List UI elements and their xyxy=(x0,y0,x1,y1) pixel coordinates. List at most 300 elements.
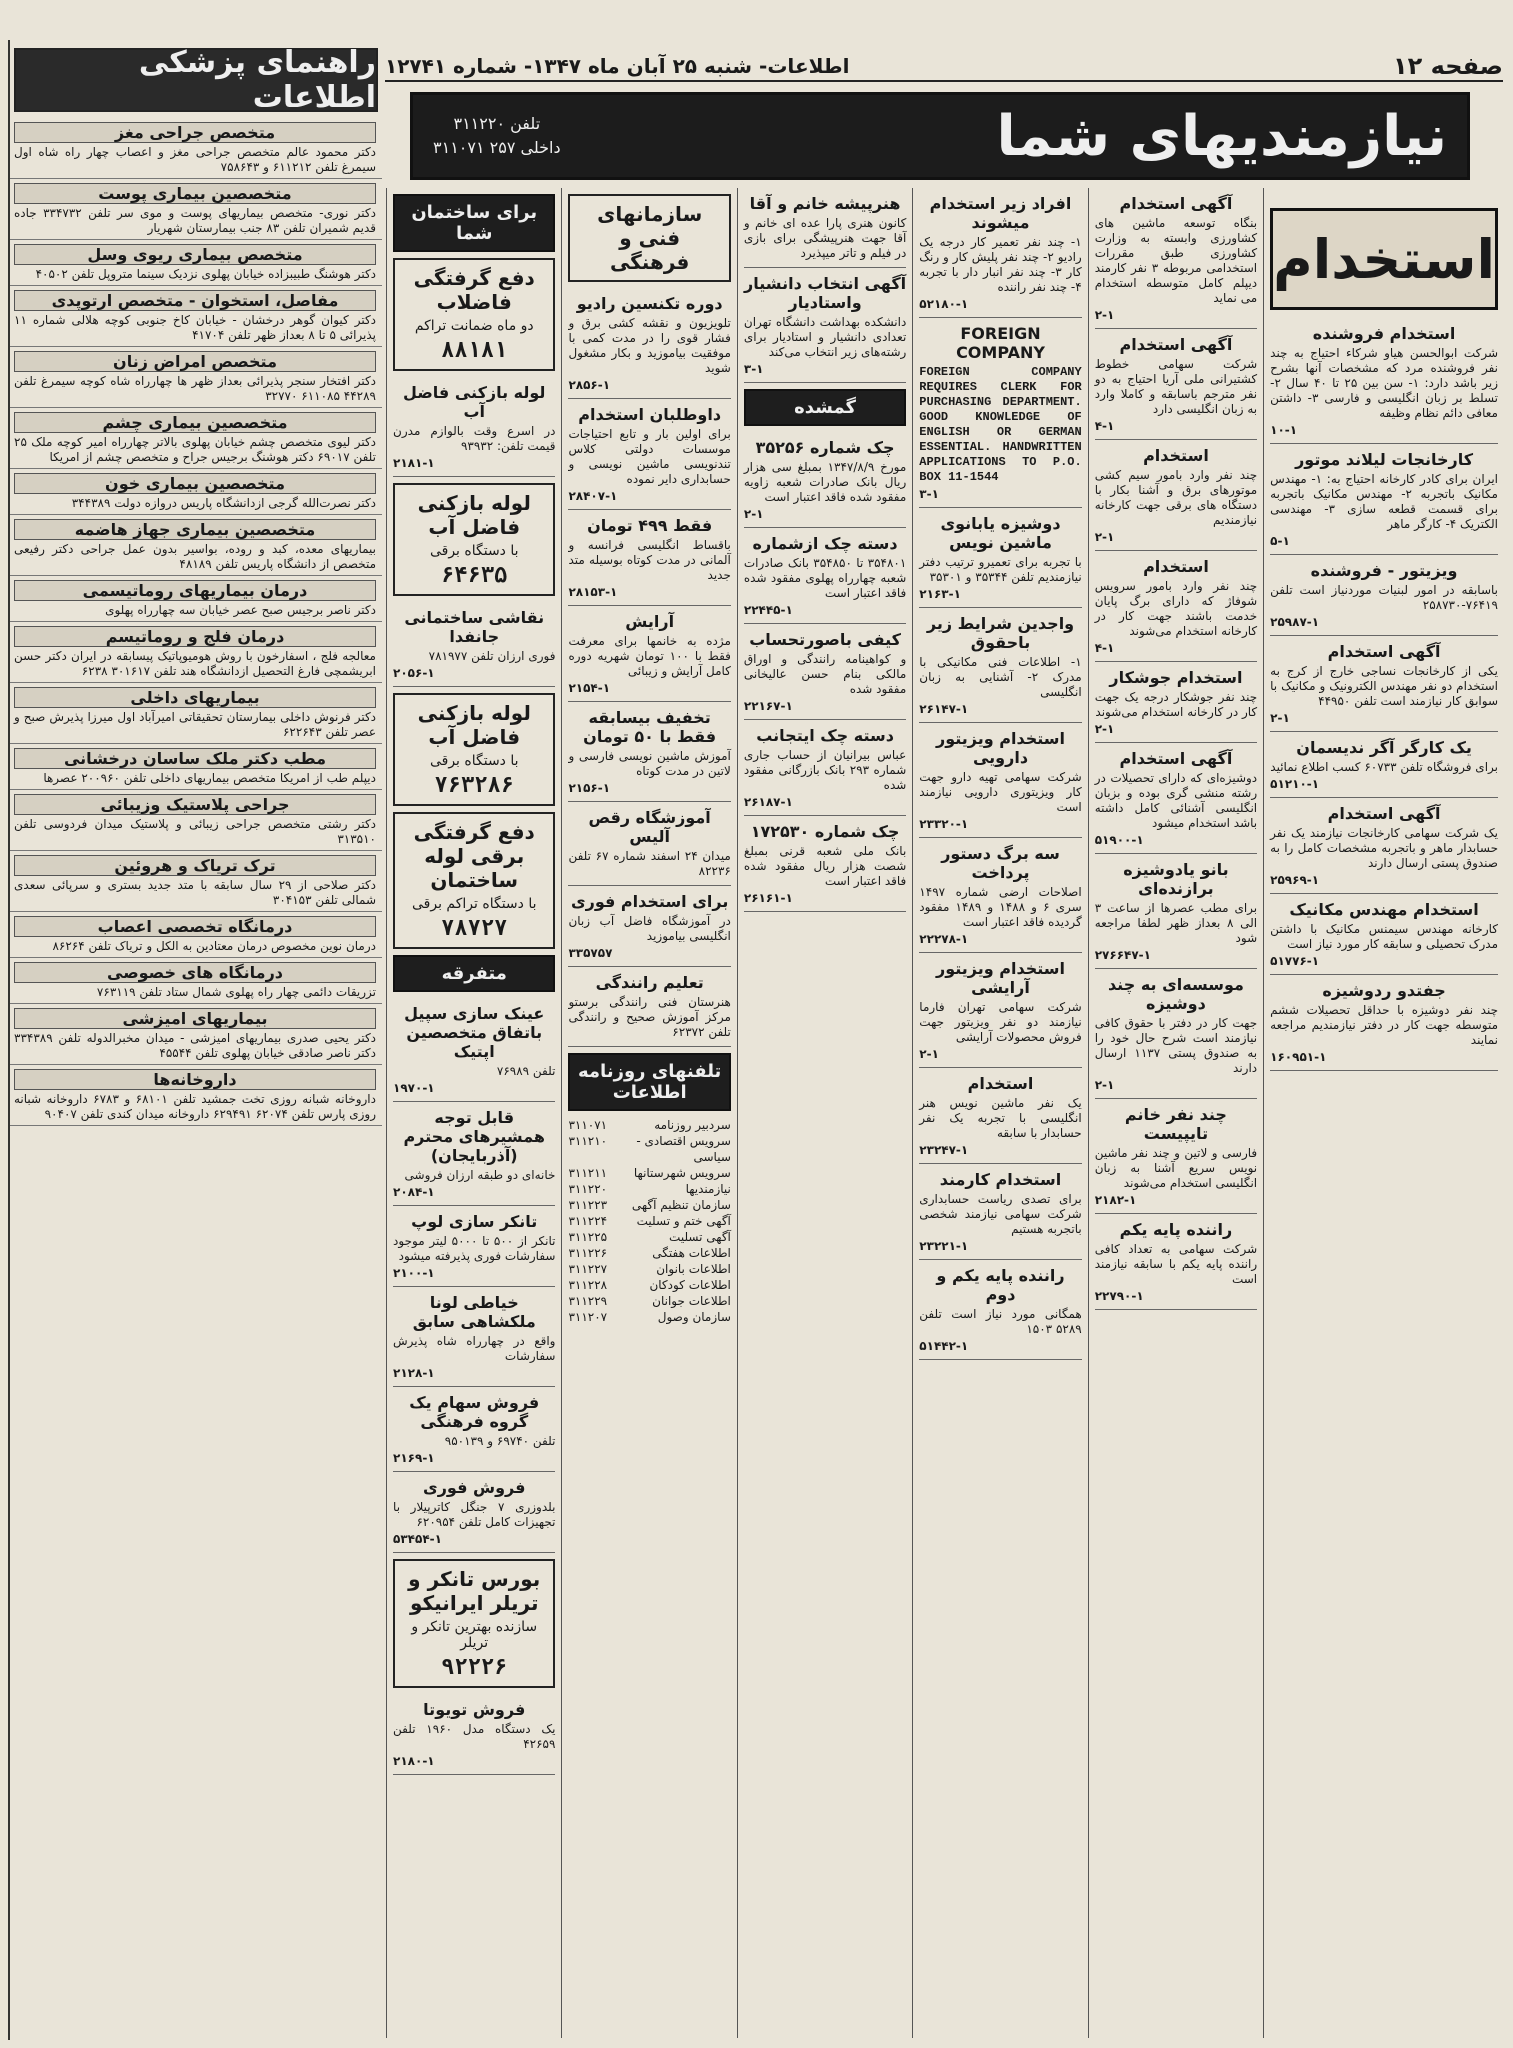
medical-listing-title: مفاصل، استخوان - متخصص ارتوپدی xyxy=(14,290,376,311)
column-2-ads xyxy=(1095,188,1257,1310)
classified-ad xyxy=(568,702,730,802)
classified-ad-text: یکی از کارخانجات نساجی خارج از کرج به استخدام دو نفر مهندس الکترونیک و مکانیک با سوابق کار نیازمند است تلفن ۴۴۹۵۰ xyxy=(1270,664,1498,708)
classified-ad-title: بانو یادوشیزه برازنده‌ای xyxy=(1123,860,1229,898)
medical-listing-text: دکتر صلاحی از ۲۹ سال سابقه با متد جدید بستری و سرپائی سعدی شمالی تلفن ۳۰۴۱۵۳ xyxy=(14,878,376,907)
classified-ad xyxy=(393,1287,555,1387)
classified-ad-code: ۱۶۰۹۵۱-۱ xyxy=(1270,1050,1327,1064)
column-6-ads xyxy=(393,194,555,1775)
classified-ad-title: استخدام کارمند xyxy=(939,1170,1062,1189)
classified-ad-text: برای تصدی ریاست حسابداری شرکت سهامی نیازمند شخصی باتجربه هستیم xyxy=(919,1192,1082,1236)
medical-listing-title: متخصص جراحی مغز xyxy=(14,122,376,143)
boxed-ad-text: با دستگاه تراکم برقی xyxy=(411,896,537,912)
classified-ad-title: آگهی استخدام xyxy=(1327,804,1441,823)
medical-listing-text: دکتر رشتی متخصص جراحی زیبائی و پلاستیک میدان فردوسی تلفن ۳۱۳۵۱۰ xyxy=(14,817,376,846)
classified-ad-text: و کواهینامه رانندگی و اوراق مالکی بنام حسن عالیخانی مفقود شده xyxy=(743,652,907,696)
medical-listing xyxy=(10,683,382,744)
classified-ad-code: ۲۱۶۹-۱ xyxy=(393,1451,435,1465)
classified-ad-code: ۲۶۱۶۱-۱ xyxy=(743,891,793,905)
classified-ad-code: ۲۸۵۶-۱ xyxy=(568,378,611,392)
classified-ad-text: مورخ ۱۳۴۷/۸/۹ بمبلغ سی هزار ریال بانک صادرات شعبه زاویه مفقود شده فاقد اعتبار است xyxy=(743,460,907,504)
medical-listing-title: متخصصین بیماری جهاز هاضمه xyxy=(14,519,376,540)
phone-directory-row xyxy=(568,1133,730,1165)
classified-ad-code: ۱۹۷۰-۱ xyxy=(393,1081,435,1095)
classified-ad-text: تلویزیون و نقشه کشی برق و فشار قوی را در مدت کمی با موفقیت بیاموزید و بکار مشغول شوید xyxy=(568,316,731,375)
classified-ad-text: واقع در چهارراه شاه پذیرش سفارشات xyxy=(393,1334,556,1363)
classified-ad xyxy=(1270,318,1498,444)
boxed-ad xyxy=(393,258,555,371)
boxed-ad xyxy=(393,1559,555,1688)
medical-guide-banner: راهنمای پزشکی اطلاعات xyxy=(14,48,378,112)
classified-ad xyxy=(919,188,1081,318)
classified-ad-title: فروش سهام یک گروه فرهنگی xyxy=(409,1393,540,1431)
section-banner: برای ساختمان شما xyxy=(393,194,555,252)
classified-ad-code: ۲۱۰۰-۱ xyxy=(393,1266,435,1280)
classified-ad-code: ۲۲۷۹۰-۱ xyxy=(1094,1289,1144,1303)
classified-ad-title: آگهی استخدام xyxy=(1327,642,1441,661)
classified-ad-text: شرکت ابوالحسن هیاو شرکاء احتیاج به چند نفر فروشنده مرد که مشخصات آنها بشرح زیر باشد دارد: ۱- سن بین ۲۵ تا ۴۰ سال ۲- تسلط بر زبان انگلیسی و فارسی ۳- داشتن معافی دائم نظام وظیفه xyxy=(1270,346,1499,420)
classified-ad-title: موسسه‌ای به چند دوشیزه xyxy=(1107,975,1244,1013)
classified-ad-code: ۴-۱ xyxy=(1094,419,1115,433)
classified-ad-code: ۲۱۵۶-۱ xyxy=(568,781,611,795)
phone-directory-row xyxy=(568,1165,730,1181)
classified-ad xyxy=(393,377,555,477)
column-3 xyxy=(912,188,1087,2038)
classified-ad-code: ۲۱۲۸-۱ xyxy=(393,1366,435,1380)
classified-ad-code: ۲-۱ xyxy=(919,1047,939,1061)
medical-listing-text: دکتر افتخار سنجر پذیرائی بعداز ظهر ها چهارراه شاه کوچه سیمرغ تلفن ۴۴۲۸۹ ۶۱۱۰۸۵ ۳۲۷۷۰ xyxy=(14,374,376,403)
section-banner: متفرقه xyxy=(393,955,555,992)
masthead-phone: تلفن ۳۱۱۲۲۰ xyxy=(453,114,541,133)
medical-listing-text: درمان نوین مخصوص درمان معتادین به الکل و تریاک تلفن ۸۶۲۶۴ xyxy=(52,939,376,953)
classified-ad xyxy=(1095,188,1257,329)
classified-ad-title: استخدام xyxy=(967,1074,1034,1093)
classified-ad-code: ۲-۱ xyxy=(1094,1078,1115,1092)
classified-ad-title: چک شماره ۳۵۲۵۶ xyxy=(755,438,895,457)
boxed-ad-phone: ۶۴۶۳۵ xyxy=(441,563,508,588)
medical-listing-title: مطب دکتر ملک ساسان درخشانی xyxy=(14,748,376,769)
phone-directory-number: ۳۱۱۲۲۳ xyxy=(568,1198,608,1212)
medical-listing-text: دکتر فرنوش داخلی بیمارستان تحقیقاتی امیرآباد اول میرزا پذیرش صبح و عصر تلفن ۶۲۲۶۴۳ xyxy=(14,710,376,739)
medical-listing-title: بیماریهای داخلی xyxy=(14,687,376,708)
classified-ad xyxy=(1095,854,1257,969)
classified-ad-title: دسته چک ازشماره xyxy=(752,534,898,553)
medical-listing-text: دکتر ناصر برجیس صبح عصر خیابان سه چهارراه پهلوی xyxy=(105,603,376,617)
medical-listing-text: دکتر لیوی متخصص چشم خیابان پهلوی بالاتر چهارراه امیر کوچه ملک ۲۵ تلفن ۶۹۰۱۷ دکتر هوشنگ برجیس جراح و متخصص چشم از امریکا xyxy=(14,435,376,464)
classified-ad-title: برای استخدام فوری xyxy=(570,892,729,911)
employment-headline: استخدام xyxy=(1270,208,1498,310)
classified-ad-text: فارسی و لاتین و چند نفر ماشین نویس سریع آشنا به زبان انگلیسی استخدام می‌شوند xyxy=(1094,1146,1258,1190)
classified-ad-code: ۵۱۲۱۰-۱ xyxy=(1270,777,1320,791)
boxed-ad-text: سازنده بهترین تانکر و تریلر xyxy=(411,1619,538,1651)
medical-listing xyxy=(10,958,382,1004)
classified-ad-code: ۲۰۵۶-۱ xyxy=(393,666,435,680)
classified-ad xyxy=(1270,732,1498,798)
medical-listing-title: ترک تریاک و هروئین xyxy=(14,855,376,876)
phone-directory-number: ۳۱۱۲۲۸ xyxy=(568,1278,608,1292)
classified-ad-text: چند نفر وارد بامور سرویس شوفاژ که دارای برگ پایان خدمت باشند جهت کار در کارخانه استخدام می‌شوند xyxy=(1094,579,1258,638)
boxed-ad-phone: ۷۸۷۲۷ xyxy=(441,916,508,941)
classified-ad-title: استخدام جوشکار xyxy=(1109,668,1243,687)
classified-ad-title: نقاشی ساختمانی جانفدا xyxy=(404,608,545,646)
classified-ad-english: FOREIGN COMPANY REQUIRES CLERK FOR PURCHASING DEPARTMENT. GOOD KNOWLEDGE OF ENGLISH OR GERMAN ESSENTIAL. HANDWRITTEN APPLICATIONS TO P.O. BOX 11-1544 xyxy=(919,365,1082,484)
medical-listing-text: داروخانه شبانه روزی تخت جمشید تلفن ۶۸۱۰۱ و ۶۷۸۳ داروخانه شبانه روزی پارس تلفن ۶۲۰۷۴ ۶۲۹۴۹۱ داروخانه میدان کندی تلفن ۹۰۴۰۷ xyxy=(14,1092,376,1121)
classified-ad-code: ۲-۱ xyxy=(743,507,764,521)
classified-ad xyxy=(1270,444,1498,555)
classified-ad-title: تانکر سازی لوپ xyxy=(411,1212,538,1231)
medical-listing xyxy=(10,347,382,408)
classified-ad xyxy=(744,432,906,528)
classified-ad-title: هنرپیشه خانم و آقا xyxy=(749,194,901,213)
classified-ad-title: آگهی استخدام xyxy=(1119,749,1233,768)
medical-listing-text: دیپلم طب از امریکا متخصص بیماریهای داخلی تلفن ۲۰۰۹۶۰ عصرها xyxy=(43,771,376,785)
classified-ad xyxy=(1270,636,1498,732)
classified-ad xyxy=(919,838,1081,953)
classified-ad xyxy=(393,1102,555,1206)
classified-ad xyxy=(393,1694,555,1775)
classified-ad xyxy=(568,288,730,399)
phone-directory-number: ۳۱۱۲۲۹ xyxy=(568,1294,608,1308)
classified-ad-title: چک شماره ۱۷۲۵۳۰ xyxy=(750,822,900,841)
classified-ad xyxy=(919,1164,1081,1260)
medical-listing-text: دکتر کیوان گوهر درخشان - خیابان کاخ جنوبی کوچه هلالی شماره ۱۱ پذیرائی ۵ تا ۸ بعداز ظهر تلفن ۴۱۷۰۴ xyxy=(14,313,376,342)
classified-ad-text: باقساط انگلیسی فرانسه و آلمانی در مدت کوتاه بوسیله متد جدید xyxy=(568,538,731,582)
boxed-ad-phone: ۷۶۳۲۸۶ xyxy=(434,773,514,798)
column-5 xyxy=(561,188,736,2038)
classified-ad-title: افراد زیر استخدام میشوند xyxy=(929,194,1072,232)
classified-ad-text: دوشیزه‌ای که دارای تحصیلات در رشته منشی گری بوده و بزبان انگلیسی آشنائی کامل داشته باشد استخدام میشود xyxy=(1094,771,1258,830)
classified-ad-title: کارخانجات لیلاند موتور xyxy=(1295,450,1474,469)
classified-ad-title: استخدام ویزیتور دارویی xyxy=(936,729,1065,767)
medical-listing-text: دکتر نوری- متخصص بیماریهای پوست و موی سر تلفن ۳۳۴۷۳۲ جاده قدیم شمیران تلفن ۸۳ جنب بیمارستان شهریار xyxy=(14,206,376,235)
boxed-ad-text: با دستگاه برقی xyxy=(429,543,519,559)
phone-directory-number: ۳۱۱۲۱۱ xyxy=(568,1166,608,1180)
classified-ad-text: با تجربه برای تعمیرو ترتیب دفتر نیازمندیم تلفن ۳۵۳۴۴ و ۳۵۳۰۱ xyxy=(919,555,1082,584)
classified-ad xyxy=(568,606,730,702)
classified-ad-text: مژده به خانمها برای معرفت فقط با ۱۰۰ تومان شهریه دوره کامل آرایش و زیبائی xyxy=(568,634,731,678)
classified-ad xyxy=(1095,551,1257,662)
phone-directory-label: سازمان وصول xyxy=(657,1310,731,1324)
classified-ad xyxy=(919,318,1081,508)
medical-listing-title: متخصص امراض زنان xyxy=(14,351,376,372)
classified-ad-code: ۲۶۱۸۷-۱ xyxy=(743,795,793,809)
medical-listing-title: درمان فلج و روماتیسم xyxy=(14,626,376,647)
classified-ad-code: ۲۱۸۲-۱ xyxy=(1094,1193,1137,1207)
medical-listing-text: بیماریهای معده، کبد و روده، بواسیر بدون عمل جراحی دکتر رفیعی متخصص از دانشگاه پاریس تلفن ۴۸۱۸۹ xyxy=(14,542,376,571)
classified-ad xyxy=(1095,440,1257,551)
phone-directory-row xyxy=(568,1293,730,1309)
masthead-phone-ext: داخلی ۲۵۷ ۳۱۱۰۷۱ xyxy=(433,138,561,157)
classified-ad-code: ۲۲۴۴۵-۱ xyxy=(743,603,793,617)
classified-ad-title: فقط ۴۹۹ تومان xyxy=(587,516,713,535)
boxed-ad-title: سازمانهای فنی و فرهنگی xyxy=(597,202,703,274)
classified-ad-text: چند نفر وارد بامور سیم کشی موتورهای برق و آشنا بکار با دستگاه های برقی جهت کارخانه نیازمندیم xyxy=(1094,468,1258,527)
classified-ad-title: آگهی استخدام xyxy=(1119,335,1233,354)
classified-ad-text: اصلاحات ارضی شماره ۱۴۹۷ سری ۶ و ۱۴۸۸ و ۱۴۸۹ مفقود گردیده فاقد اعتبار است xyxy=(919,885,1082,929)
classified-ad-code: ۲۲۲۷۸-۱ xyxy=(919,932,969,946)
classified-ad xyxy=(744,720,906,816)
classified-ad-title: آگهی انتخاب دانشیار واستادیار xyxy=(744,274,907,312)
classified-ad-code: ۲-۱ xyxy=(1094,530,1115,544)
classified-ad-code: ۲۶۱۴۷-۱ xyxy=(919,702,969,716)
classified-ad-text: فوری ارزان تلفن ۷۸۱۹۷۷ xyxy=(428,649,556,663)
classified-ad-title: دوره تکنسین رادیو xyxy=(576,294,723,313)
phone-directory-row xyxy=(568,1213,730,1229)
boxed-ad xyxy=(393,693,555,806)
classified-ad-title: کیفی باصورتحساب xyxy=(749,630,901,649)
classified-ad-text: یک دستگاه مدل ۱۹۶۰ تلفن ۴۲۶۵۹ xyxy=(393,1722,556,1751)
classified-ad xyxy=(393,1472,555,1553)
medical-listing-text: معالجه فلج ، اسفارخون با روش هومیوپاتیک پیسابقه در ایران دکتر حسن ابریشمچی فارغ التحصیل ازدانشگاه هند تلفن ۳۰۱۶۱۷ ۶۲۳۸ xyxy=(14,649,376,678)
medical-listing xyxy=(10,576,382,622)
page-header xyxy=(385,52,1503,82)
phone-directory-label: آگهی ختم و تسلیت xyxy=(636,1214,731,1228)
phone-directory-row xyxy=(568,1309,730,1325)
boxed-ad-title: لوله بازکنی فاضل آب xyxy=(417,491,531,539)
phone-directory-row xyxy=(568,1261,730,1277)
classified-ad-title: راننده پایه یکم xyxy=(1119,1220,1233,1239)
classified-ad xyxy=(393,1387,555,1472)
classified-ad-text: کارخانه مهندس سیمنس مکانیک با داشتن مدرک تحصیلی و سابقه کار مورد نیاز است xyxy=(1270,922,1498,951)
classified-ad-title: آرایش xyxy=(625,612,675,631)
classified-ad xyxy=(568,802,730,886)
phone-directory-label: اطلاعات کودکان xyxy=(649,1278,731,1292)
classified-ad-text: خانه‌ای دو طبقه ارزان فروشی xyxy=(404,1168,556,1182)
classified-ad-title: داوطلبان استخدام xyxy=(578,405,722,424)
classified-ad-title: سه برگ دستور پرداخت xyxy=(941,844,1060,882)
boxed-ad-text: دو ماه ضمانت تراکم xyxy=(414,318,534,334)
classified-ad-code: ۵-۱ xyxy=(1270,534,1290,548)
classified-ad-code: ۲۵۹۶۹-۱ xyxy=(1270,873,1320,887)
classified-ad xyxy=(393,602,555,687)
classified-ad-title: استخدام ویزیتور آرایشی xyxy=(936,959,1065,997)
phone-directory-label: نیازمندیها xyxy=(685,1182,731,1196)
medical-listing xyxy=(10,744,382,790)
classified-ad-text: در آموزشگاه فاضل آب زبان انگلیسی بیاموزید xyxy=(568,914,731,943)
phone-directory-row xyxy=(568,1117,730,1133)
classified-ad-code: ۱۰-۱ xyxy=(1270,423,1298,437)
boxed-ad-title: لوله بازکنی فاضل آب xyxy=(417,701,531,749)
medical-listing xyxy=(10,240,382,286)
classified-ad-title: راننده پایه یکم و دوم xyxy=(936,1266,1065,1304)
classified-columns xyxy=(386,188,1504,2038)
classified-ad xyxy=(393,1206,555,1287)
classified-ad-text: برای اولین بار و تابع احتیاجات موسسات دولتی کلاس تندنویسی ماشین نویسی و حسابداری دایر نموده xyxy=(568,427,731,486)
classified-ad-text: تلفن ۷۶۹۸۹ xyxy=(496,1064,556,1078)
classified-ad-text: ایران برای کادر کارخانه احتیاج به: ۱- مهندس مکانیک باتجربه ۲- مهندس مکانیک باتجربه برای قسمت قطعه سازی ۳- مهندسی الکتریک ۴- کارگر ماهر xyxy=(1270,472,1499,531)
medical-listing-title: بیماریهای امیزشی xyxy=(14,1008,376,1029)
boxed-ad-title: بورس تانکر و تریلر ایرانیکو xyxy=(408,1567,541,1615)
classified-ad xyxy=(919,953,1081,1068)
medical-listing-title: متخصصین بیماری چشم xyxy=(14,412,376,433)
classified-ad xyxy=(919,608,1081,723)
phone-directory-number: ۳۱۱۲۲۶ xyxy=(568,1246,608,1260)
classified-ad-code: ۵۲۱۸۰-۱ xyxy=(919,297,969,311)
classified-ad-code: ۵۱۴۴۲-۱ xyxy=(919,1339,969,1353)
column-4-ads xyxy=(744,188,906,912)
boxed-ad-phone: ۸۸۱۸۱ xyxy=(441,338,508,363)
classified-ad-title: عینک سازی سپیل باتفاق متخصصین اپتیک xyxy=(404,1004,545,1061)
phone-directory-number: ۳۱۱۲۲۵ xyxy=(568,1230,608,1244)
classified-ad xyxy=(1270,798,1498,894)
page-number: صفحه ۱۲ xyxy=(1393,52,1503,80)
classified-ad-title: یک کارگر آگر ندیسمان xyxy=(1296,738,1472,757)
phone-directory-number: ۳۱۱۰۷۱ xyxy=(568,1118,608,1132)
classified-ad-code: ۲۰۸۴-۱ xyxy=(393,1185,435,1199)
phone-directory-label: اطلاعات جوانان xyxy=(652,1294,731,1308)
classified-ad-title: فروش فوری xyxy=(423,1478,526,1497)
classified-ad-text: ۱- چند نفر تعمیر کار درجه یک رادیو ۲- چند نفر پلیش کار و رنگ کار ۳- چند نفر انبار دار با تجربه ۴- چند نفر راننده xyxy=(919,235,1082,294)
medical-listing xyxy=(10,515,382,576)
classified-ad-title: خیاطی لونا ملکشاهی سابق xyxy=(412,1293,536,1331)
phone-directory-row xyxy=(568,1197,730,1213)
classified-ad xyxy=(744,816,906,912)
classified-ad xyxy=(1095,969,1257,1099)
medical-listing-title: داروخانه‌ها xyxy=(14,1069,376,1090)
classified-ad-code: ۲۳۲۴۷-۱ xyxy=(919,1143,969,1157)
classified-ad xyxy=(1095,329,1257,440)
classified-ad xyxy=(744,624,906,720)
classified-ad-title: چند نفر خانم تایپیست xyxy=(1124,1105,1227,1143)
classified-ad xyxy=(568,967,730,1047)
classified-ad-code: ۲۸۴۰۷-۱ xyxy=(568,489,618,503)
phone-directory-label: سردبیر روزنامه xyxy=(654,1118,731,1132)
phone-directory-row xyxy=(568,1245,730,1261)
classified-ad xyxy=(919,723,1081,838)
medical-listing-title: متخصصین بیماری خون xyxy=(14,473,376,494)
medical-listing-title: متخصص بیماری ریوی وسل xyxy=(14,244,376,265)
boxed-ad-phone: ۹۲۲۲۶ xyxy=(441,1655,508,1680)
classified-ad xyxy=(568,886,730,967)
classified-ad-code: ۲۱۵۴-۱ xyxy=(568,681,611,695)
medical-listing-text: دکتر یحیی صدری بیماریهای امیزشی - میدان مخبرالدوله تلفن ۳۳۴۳۸۹ دکتر ناصر صادقی خیابان پهلوی تلفن ۴۵۵۴۴ xyxy=(14,1031,376,1060)
classified-ad xyxy=(1270,975,1498,1071)
classified-ad-title: ویزیتور - فروشنده xyxy=(1310,561,1458,580)
classified-ad xyxy=(1095,1214,1257,1310)
medical-listing xyxy=(10,790,382,851)
classified-ad-title: لوله بازکنی فاضل آب xyxy=(403,383,546,421)
classified-ad-title: قابل توجه همشیرهای محترم (آذربایجان) xyxy=(403,1108,546,1165)
classified-ad xyxy=(568,399,730,510)
classified-ad-title: استخدام فروشنده xyxy=(1312,324,1456,343)
phone-directory-row xyxy=(568,1181,730,1197)
phone-directory-label: اطلاعات بانوان xyxy=(656,1262,731,1276)
phone-directory-number: ۳۱۱۲۲۰ xyxy=(568,1182,608,1196)
medical-listing xyxy=(10,469,382,515)
classified-ad-title: آموزشگاه رقص آلیس xyxy=(588,808,711,846)
classified-ad-text: کانون هنری پارا عده ای خانم و آقا جهت هنرپیشگی برای بازی در فیلم و تاتر میپذیرد xyxy=(743,216,907,260)
medical-listing-title: درمانگاه تخصصی اعصاب xyxy=(14,916,376,937)
classified-ad xyxy=(1095,743,1257,854)
classified-ad-code: ۲۷۶۶۴۷-۱ xyxy=(1094,948,1151,962)
column-1 xyxy=(1263,188,1504,2038)
medical-listing-text: دکتر هوشنگ طبیبزاده خیابان پهلوی نزدیک سینما متروپل تلفن ۴۰۵۰۲ xyxy=(35,267,376,281)
medical-listing xyxy=(10,1065,382,1126)
classified-ad-text: تانکر از ۵۰۰ تا ۵۰۰۰ لیتر موجود سفارشات فوری پذیرفته میشود xyxy=(393,1234,556,1263)
masthead xyxy=(410,92,1470,180)
classified-ad xyxy=(744,268,906,383)
classified-ad-text: عباس بیرانیان از حساب جاری شماره ۲۹۳ بانک بازرگانی مفقود شده xyxy=(743,748,907,792)
boxed-ad xyxy=(568,194,730,282)
medical-listing-text: تزریقات دائمی چهار راه پهلوی شمال ستاد تلفن ۷۶۳۱۱۹ xyxy=(96,985,376,999)
phone-directory-label: سرویس شهرستانها xyxy=(633,1166,731,1180)
medical-listing xyxy=(10,912,382,958)
classified-ad xyxy=(1095,662,1257,743)
medical-listing-title: جراحی پلاستیک وزیبائی xyxy=(14,794,376,815)
classified-ad-title: تعلیم رانندگی xyxy=(595,973,704,992)
masthead-title: نیازمندیهای شما xyxy=(996,103,1447,169)
medical-listing-title: درمانگاه های خصوصی xyxy=(14,962,376,983)
classified-ad xyxy=(744,188,906,268)
classified-ad-title: FOREIGN COMPANY xyxy=(956,324,1045,362)
classified-ad-text: یک شرکت سهامی کارخانجات نیازمند یک نفر حسابدار ماهر و باتجربه مشخصات کامل را به صندوق پستی ارسال دارند xyxy=(1270,826,1498,870)
phone-directory-label: سازمان تنظیم آگهی xyxy=(631,1198,731,1212)
medical-listing-text: دکتر محمود عالم متخصص جراحی مغز و اعصاب چهار راه شاه اول سیمرغ تلفن ۶۱۱۲۱۲ و ۷۵۸۶۴۳ xyxy=(14,145,376,174)
boxed-ad-title: دفع گرفتگی برقی لوله ساختمان xyxy=(413,820,535,892)
boxed-ad xyxy=(393,483,555,596)
phone-directory-number: ۳۱۱۲۲۷ xyxy=(568,1262,608,1276)
classified-ad-code: ۲۱۶۳-۱ xyxy=(919,587,961,601)
newspaper-phone-directory xyxy=(568,1117,730,1325)
phone-directory-label: آگهی تسلیت xyxy=(669,1230,731,1244)
medical-listing xyxy=(10,1004,382,1065)
classified-ad-code: ۲-۱ xyxy=(1270,711,1290,725)
medical-guide-sidebar xyxy=(8,40,382,2040)
section-banner: تلفنهای روزنامه اطلاعات xyxy=(568,1053,730,1111)
classified-ad-code: ۵۱۷۷۶-۱ xyxy=(1270,954,1320,968)
classified-ad-text: شرکت سهامی به تعداد کافی راننده پایه یکم با سابقه نیازمند است xyxy=(1094,1242,1258,1286)
classified-ad-text: ۱- اطلاعات فنی مکانیکی با مدرک ۲- آشنایی به زبان انگلیسی xyxy=(919,655,1082,699)
classified-ad-title: تخفیف بیسابقه فقط با ۵۰ تومان xyxy=(583,708,717,746)
classified-ad-code: ۲۳۳۲۰-۱ xyxy=(919,817,969,831)
classified-ad-text: تلفن ۶۹۷۴۰ و ۹۵۰۱۳۹ xyxy=(444,1434,556,1448)
masthead-phones xyxy=(433,112,561,160)
classified-ad xyxy=(744,528,906,624)
boxed-ad-title: دفع گرفتگی فاضلاب xyxy=(413,266,535,314)
classified-ad-text: هنرستان فنی رانندگی برستو مرکز آموزش صحیح و رانندگی تلفن ۶۲۳۷۲ xyxy=(568,995,731,1039)
classified-ad xyxy=(919,508,1081,608)
medical-listing xyxy=(10,851,382,912)
classified-ad-text: شرکت سهامی خطوط کشتیرانی ملی آریا احتیاج به دو نفر مترجم باسابقه و کاملا وارد به زبان انگلیسی دارد xyxy=(1094,357,1258,416)
classified-ad-title: آگهی استخدام xyxy=(1119,194,1233,213)
medical-listing xyxy=(10,286,382,347)
classified-ad-code: ۵۳۴۵۴-۱ xyxy=(393,1532,442,1546)
medical-listing xyxy=(10,179,382,240)
classified-ad-code: ۲۱۸۰-۱ xyxy=(393,1754,435,1768)
classified-ad-code: ۲-۱ xyxy=(1094,722,1115,736)
classified-ad-title: استخدام xyxy=(1143,446,1209,465)
classified-ad xyxy=(1270,894,1498,975)
medical-listing xyxy=(10,408,382,469)
medical-listing xyxy=(10,622,382,683)
classified-ad-text: شرکت سهامی تهیه دارو جهت کار ویزیتوری دارویی نیازمند است xyxy=(919,770,1082,814)
phone-directory-row xyxy=(568,1277,730,1293)
classified-ad-code: ۲۲۱۶۷-۱ xyxy=(743,699,793,713)
column-2 xyxy=(1088,188,1263,2038)
medical-listing-title: متخصصین بیماری پوست xyxy=(14,183,376,204)
boxed-ad xyxy=(393,812,555,949)
classified-ad-code: ۳-۱ xyxy=(919,487,939,501)
classified-ad-text: همگانی مورد نیاز است تلفن ۵۲۸۹ ۱۵۰۳ xyxy=(919,1307,1082,1336)
classified-ad-code: ۴-۱ xyxy=(1094,641,1115,655)
section-banner: گمشده xyxy=(744,389,906,426)
medical-listing xyxy=(10,118,382,179)
classified-ad-title: جفتدو ردوشیزه xyxy=(1322,981,1446,1000)
classified-ad xyxy=(1095,1099,1257,1214)
classified-ad-title: فروش تویوتا xyxy=(423,1700,526,1719)
classified-ad-title: استخدام مهندس مکانیک xyxy=(1289,900,1479,919)
classified-ad-text: در اسرع وقت بالوازم مدرن قیمت تلفن: ۹۳۹۳۲ xyxy=(393,424,556,453)
phone-directory-label: اطلاعات هفتگی xyxy=(652,1246,731,1260)
